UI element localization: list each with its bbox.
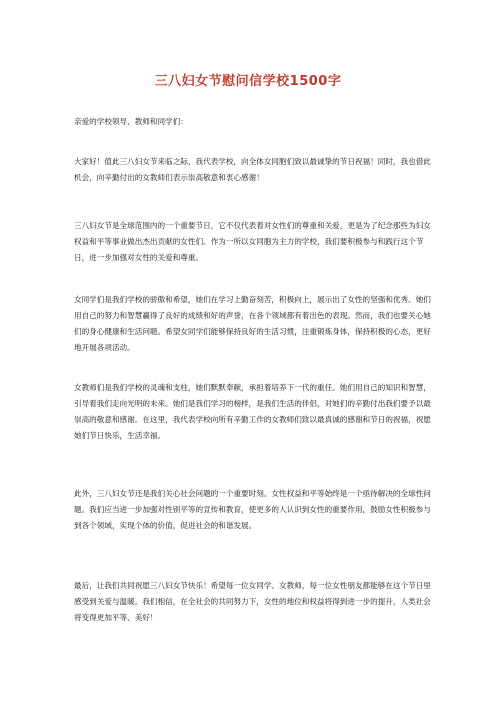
social-issues-paragraph: 此外，三八妇女节还是我们关心社会问题的一个重要时刻。女性权益和平等始终是一个亟待解决的全球性问题。我们应当进一步加强对性别平等的宣传和教育，使更多的人认识到女性的重要作用，鼓励女性积极参与到各个领域，实现个体的价值，促进社会的和谐发展。 [74,489,431,530]
female-teachers-paragraph: 女教师们是我们学校的灵魂和支柱，她们默默奉献，承担着培养下一代的重任。她们用自己的知识和智慧，引导着我们走向光明的未来。她们是我们学习的榜样，是我们生活的伴侣，对她们的辛勤付出我们要予以最崇高的敬意和感谢。在这里，我代表学校向所有辛勤工作的女教师们致以最真诚的感谢和节日的祝福，祝愿她们节日快乐，生活幸福。 [74,383,431,440]
holiday-meaning-paragraph: 三八妇女节是全球范围内的一个重要节日，它不仅代表着对女性们的尊重和关爱，更是为了纪念那些为妇女权益和平等事业做出杰出贡献的女性们。作为一所以女同胞为主力的学校，我们要积极参与和践行这个节日，进一步加强对女性的关爱和尊重。 [74,221,431,262]
female-students-paragraph: 女同学们是我们学校的骄傲和希望，她们在学习上勤奋刻苦，积极向上，展示出了女性的坚强和优秀。她们用自己的努力和智慧赢得了良好的成绩和好的声誉，在各个领域都有着出色的表现。然而，我们也要关心她们的身心健康和生活问题。希望女同学们能够保持良好的生活习惯，注重锻炼身体，保持积极的心态，更好地开展各项活动。 [74,295,431,352]
document-title: 三八妇女节慰问信学校1500字 [154,74,342,89]
greeting-paragraph: 大家好！值此三八妇女节来临之际，我代表学校，向全体女同胞们致以最诚挚的节日祝福！同时，我也借此机会，向辛勤付出的女教师们表示崇高敬意和衷心感谢！ [74,157,431,182]
closing-paragraph: 最后，让我们共同祝愿三八妇女节快乐！希望每一位女同学、女教师，每一位女性朋友都能够在这个节日里感受到关爱与温暖。我们相信，在全社会的共同努力下，女性的地位和权益将得到进一步的提升，人类社会将变得更加平等、美好！ [74,581,431,622]
salutation-paragraph: 亲爱的学校领导、教师和同学们： [74,117,188,126]
